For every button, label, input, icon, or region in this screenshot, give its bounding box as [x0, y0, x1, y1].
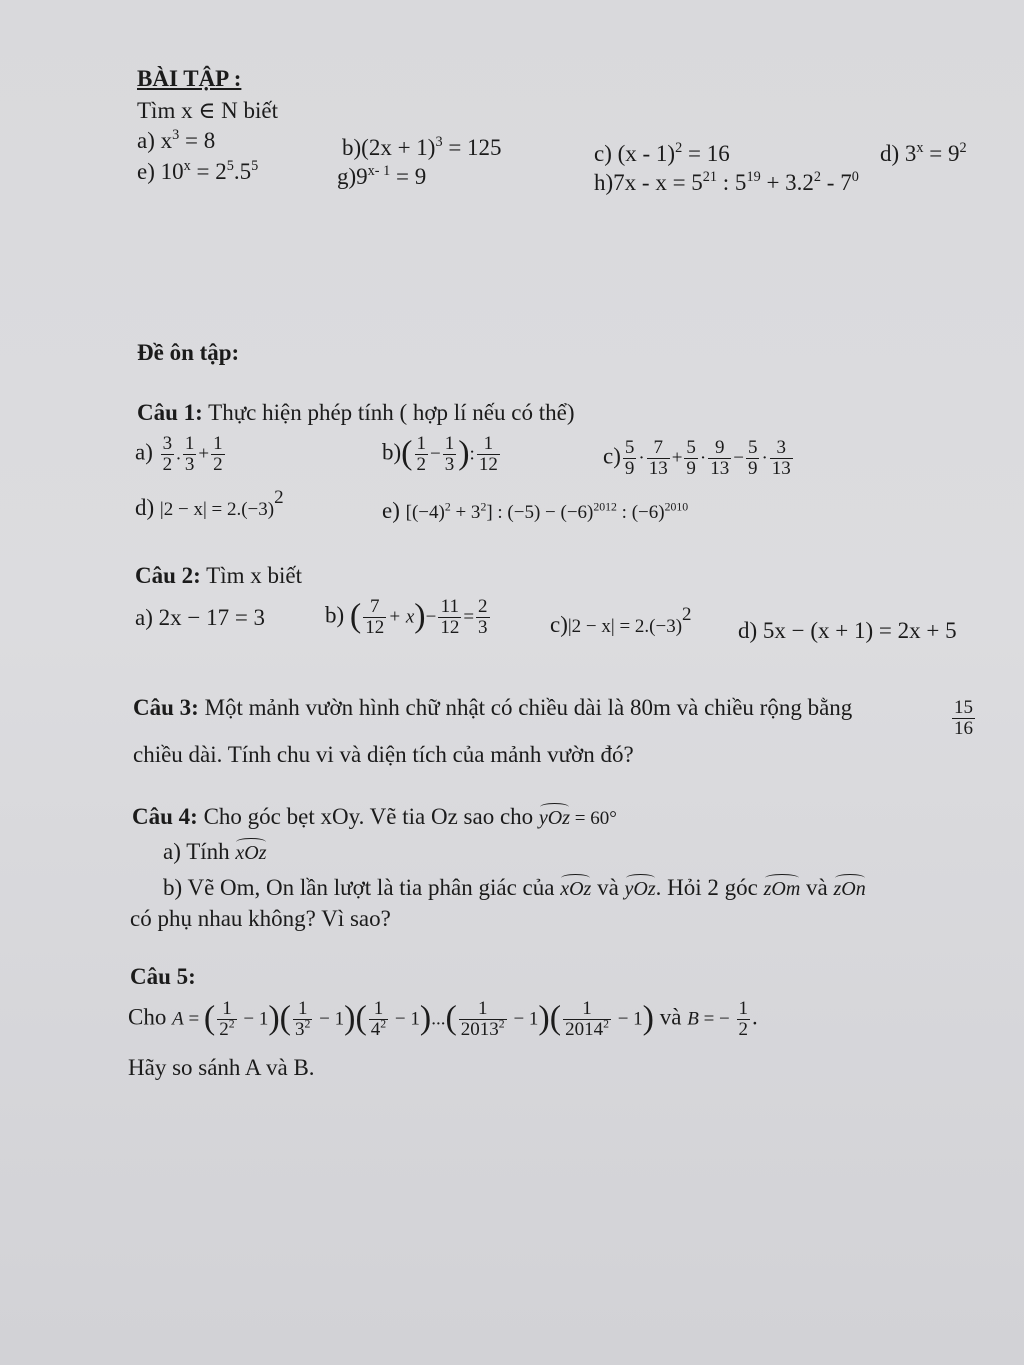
cau2-d: d) 5x − (x + 1) = 2x + 5	[738, 618, 957, 643]
cau4-line3: có phụ nhau không? Vì sao?	[130, 906, 391, 931]
cau1-e: e) $[(-4)^2 + 3^2]$ : $(-5) - (-6)^{2012}$ : $(-6)^{2010}$	[382, 498, 689, 523]
cau5-expression: Cho A = ( $\frac{1}{2^2}$ − 1)( $\frac{1}{3^2}$ − 1)( $\frac{1}{4^2}$ − 1)...( $\frac{1}{2013^2}$ − 1)( $\frac{1}{2014^2}$ − 1) và B = − $\frac{1}{2}$ .	[128, 998, 758, 1040]
exercise-e: e) $10^x = 2^5.5^5$	[137, 158, 259, 184]
cau3-line1: Câu 3: Một mảnh vườn hình chữ nhật có chiều dài là 80m và chiều rộng bằng	[133, 695, 853, 720]
cau4-b: b) Vẽ Om, On lần lượt là tia phân giác của xOz và yOz. Hỏi 2 góc zOm và zOn	[163, 875, 866, 900]
cau4-a: a) Tính xOz	[163, 839, 267, 864]
de-on-tap-heading: Đề ôn tập:	[137, 340, 240, 365]
exercise-b: $b)(2x + 1)^3 = 125$	[342, 134, 502, 160]
cau1-title: Câu 1: Thực hiện phép tính ( hợp lí nếu có thể)	[137, 400, 575, 425]
cau2-c: $c)|2 - x| = 2.(-3)^2$	[550, 604, 692, 637]
bai-tap-intro: Tìm x ∈ N biết	[137, 98, 278, 123]
exercise-g: $g)9^{x- 1} = 9$	[337, 163, 427, 189]
cau3-fraction: $\frac{15}{16}$	[954, 697, 973, 739]
cau1-d: d) $|2 - x| = 2.(-3)^2$	[135, 487, 284, 520]
bai-tap-heading: BÀI TẬP :	[137, 66, 242, 91]
cau2-b: b) ( $\frac{7}{12}$ + x)− $\frac{11}{12}$ = $\frac{2}{3}$	[325, 596, 488, 638]
exercise-d: d) $3^x = 9^2$	[880, 140, 967, 166]
cau3-line2: chiều dài. Tính chu vi và diện tích của mảnh vườn đó?	[133, 742, 634, 767]
cau5-line2: Hãy so sánh A và B.	[128, 1055, 315, 1080]
exercise-c: c) (x - 1)$^2$ = 16	[594, 140, 730, 166]
cau1-b: b)( $\frac{1}{2}$ − $\frac{1}{3}$ ): $\frac{1}{12}$	[382, 433, 498, 475]
exercise-a: a) $x^3 = 8$	[137, 127, 216, 153]
cau2-a: a) 2x − 17 = 3	[135, 605, 266, 630]
cau1-c: c) $\frac{5}{9}$ · $\frac{7}{13}$ + $\frac{5}{9}$ · $\frac{9}{13}$ − $\frac{5}{9}$ · $\frac{3}{13}$	[603, 437, 791, 479]
exercise-h: $h)7x - x = 5^{21}$ : $5^{19} + 3.2^2 - 7^0$	[594, 169, 859, 195]
cau2-title: Câu 2: Tìm x biết	[135, 563, 302, 588]
cau4-line1: Câu 4: Cho góc bẹt xOy. Vẽ tia Oz sao cho yOz = 60°	[132, 804, 617, 829]
cau5-title: Câu 5:	[130, 964, 196, 989]
cau1-a: a) $\frac{3}{2}$ . $\frac{1}{3}$ + $\frac{1}{2}$	[135, 433, 223, 475]
